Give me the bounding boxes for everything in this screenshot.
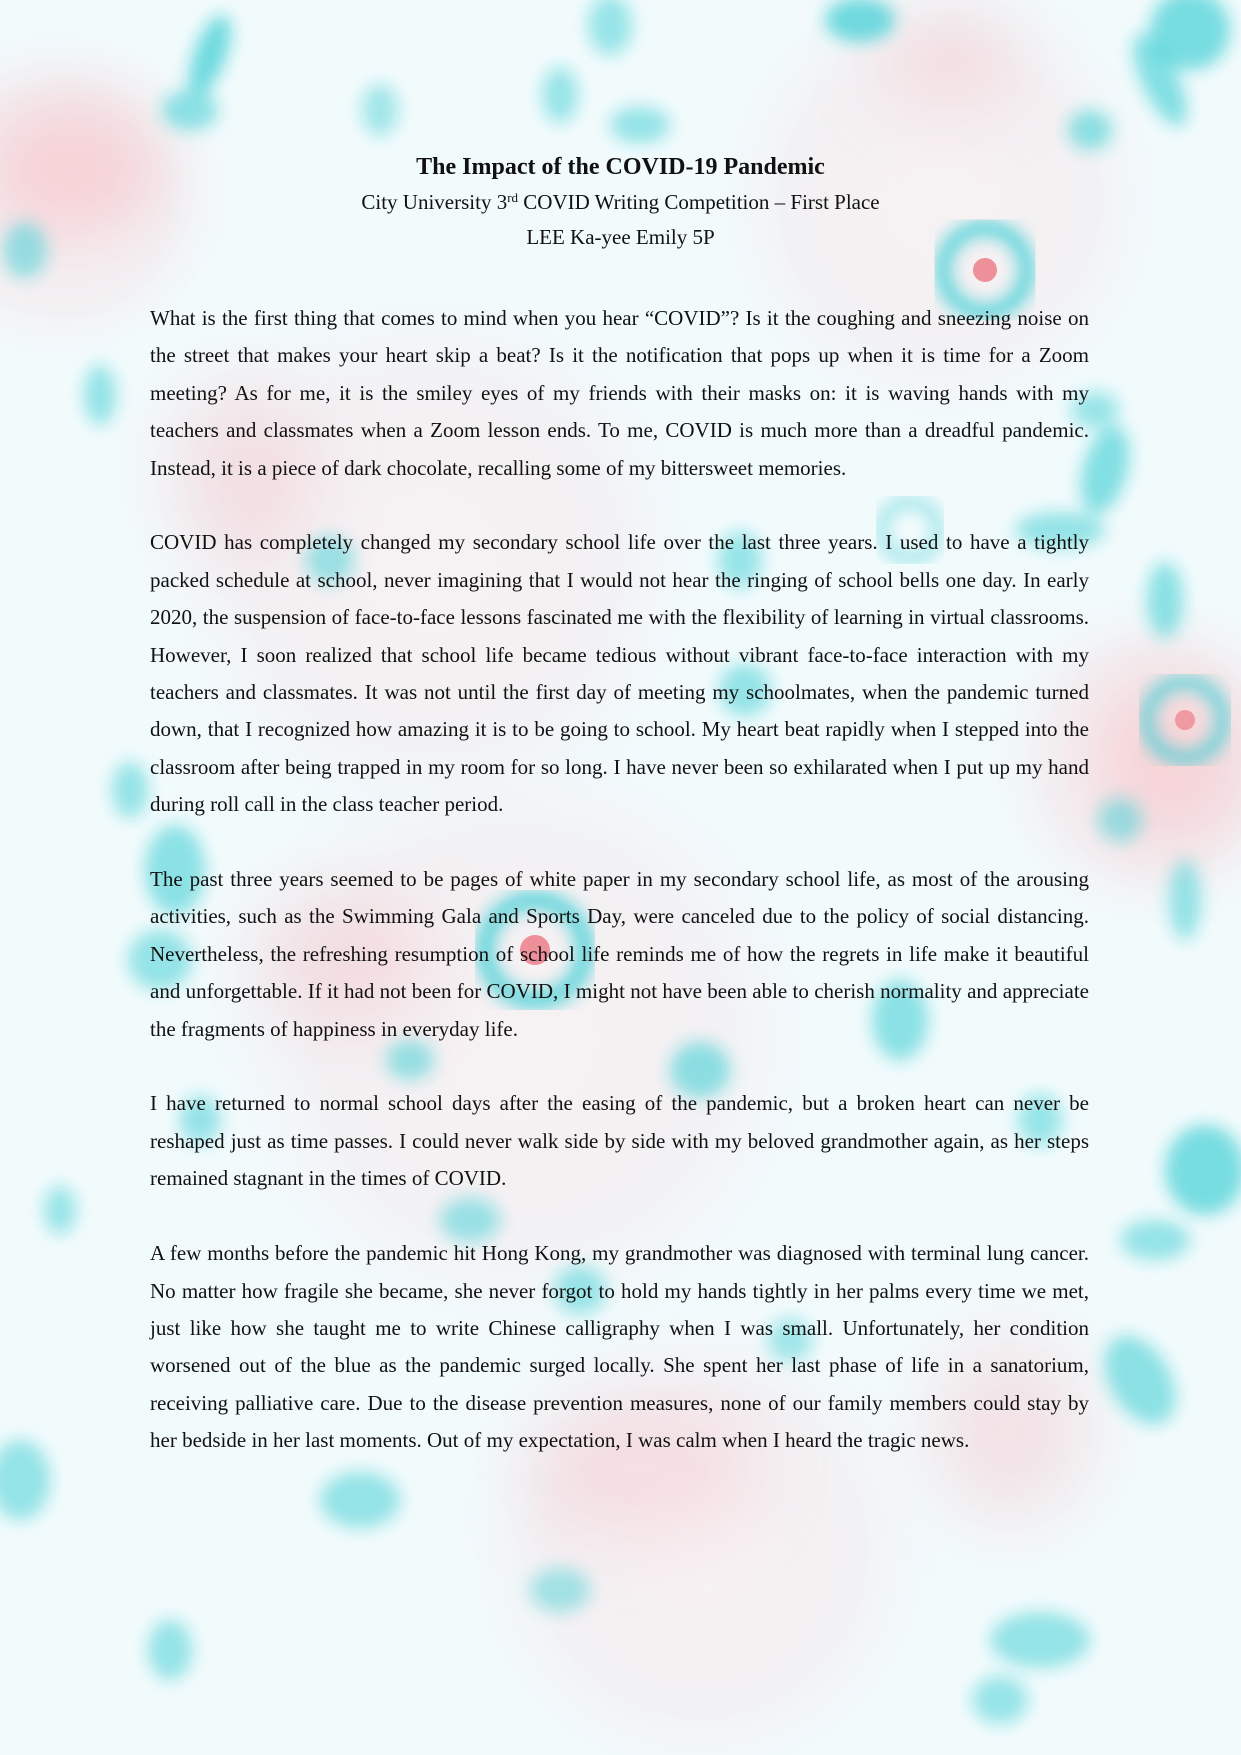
document-title: The Impact of the COVID-19 Pandemic — [416, 154, 825, 180]
essay-paragraph: A few months before the pandemic hit Hong Kong, my grandmother was diagnosed with terminal lung cancer. No matter how fragile she became, she never forgot to hold my hands tightly in her palms every time we met, just like how she taught me to write Chinese calligraphy when I was small. Unfortunately, her condition worsened out of the blue as the pandemic surged locally. She spent her last phase of life in a sanatorium, receiving palliative care. Due to the disease prevention measures, none of our family members could stay by her bedside in her last moments. Out of my expectation, I was calm when I heard the tragic news. — [150, 1241, 1089, 1453]
essay-paragraph: COVID has completely changed my secondary school life over the last three years. I used to have a tightly packed schedule at school, never imagining that I would not hear the ringing of school bells one day. In early 2020, the suspension of face-to-face lessons fascinated me with the flexibility of learning in virtual classrooms. However, I soon realized that school life became tedious without vibrant face-to-face interaction with my teachers and classmates. It was not until the first day of meeting my schoolmates, when the pandemic turned down, that I recognized how amazing it is to be going to school. My heart beat rapidly when I stepped into the classroom after being trapped in my room for so long. I have never been so exhilarated when I put up my hand during roll call in the class teacher period. — [150, 530, 1089, 817]
subtitle-suffix: COVID Writing Competition – First Place — [518, 190, 880, 214]
essay-body — [150, 300, 1089, 1497]
document-header — [0, 150, 1241, 254]
document-author: LEE Ka-yee Emily 5P — [526, 225, 715, 249]
subtitle-ordinal-suffix: rd — [507, 190, 519, 205]
essay-paragraph: I have returned to normal school days after the easing of the pandemic, but a broken heart can never be reshaped just as time passes. I could never walk side by side with my beloved grandmother again, as her steps remained stagnant in the times of COVID. — [150, 1091, 1089, 1191]
essay-paragraph: What is the first thing that comes to mind when you hear “COVID”? Is it the coughing and sneezing noise on the street that makes your heart skip a beat? Is it the notification that pops up when it is time for a Zoom meeting? As for me, it is the smiley eyes of my friends with their masks on: it is waving hands with my teachers and classmates when a Zoom lesson ends. To me, COVID is much more than a dreadful pandemic. Instead, it is a piece of dark chocolate, recalling some of my bittersweet memories. — [150, 306, 1089, 480]
document-subtitle — [0, 184, 1241, 220]
subtitle-prefix: City University 3 — [361, 190, 508, 214]
essay-paragraph: The past three years seemed to be pages of white paper in my secondary school life, as most of the arousing activities, such as the Swimming Gala and Sports Day, were canceled due to the policy of social distancing. Nevertheless, the refreshing resumption of school life reminds me of how the regrets in life make it beautiful and unforgettable. If it had not been for COVID, I might not have been able to cherish normality and appreciate the fragments of happiness in everyday life. — [150, 867, 1089, 1041]
